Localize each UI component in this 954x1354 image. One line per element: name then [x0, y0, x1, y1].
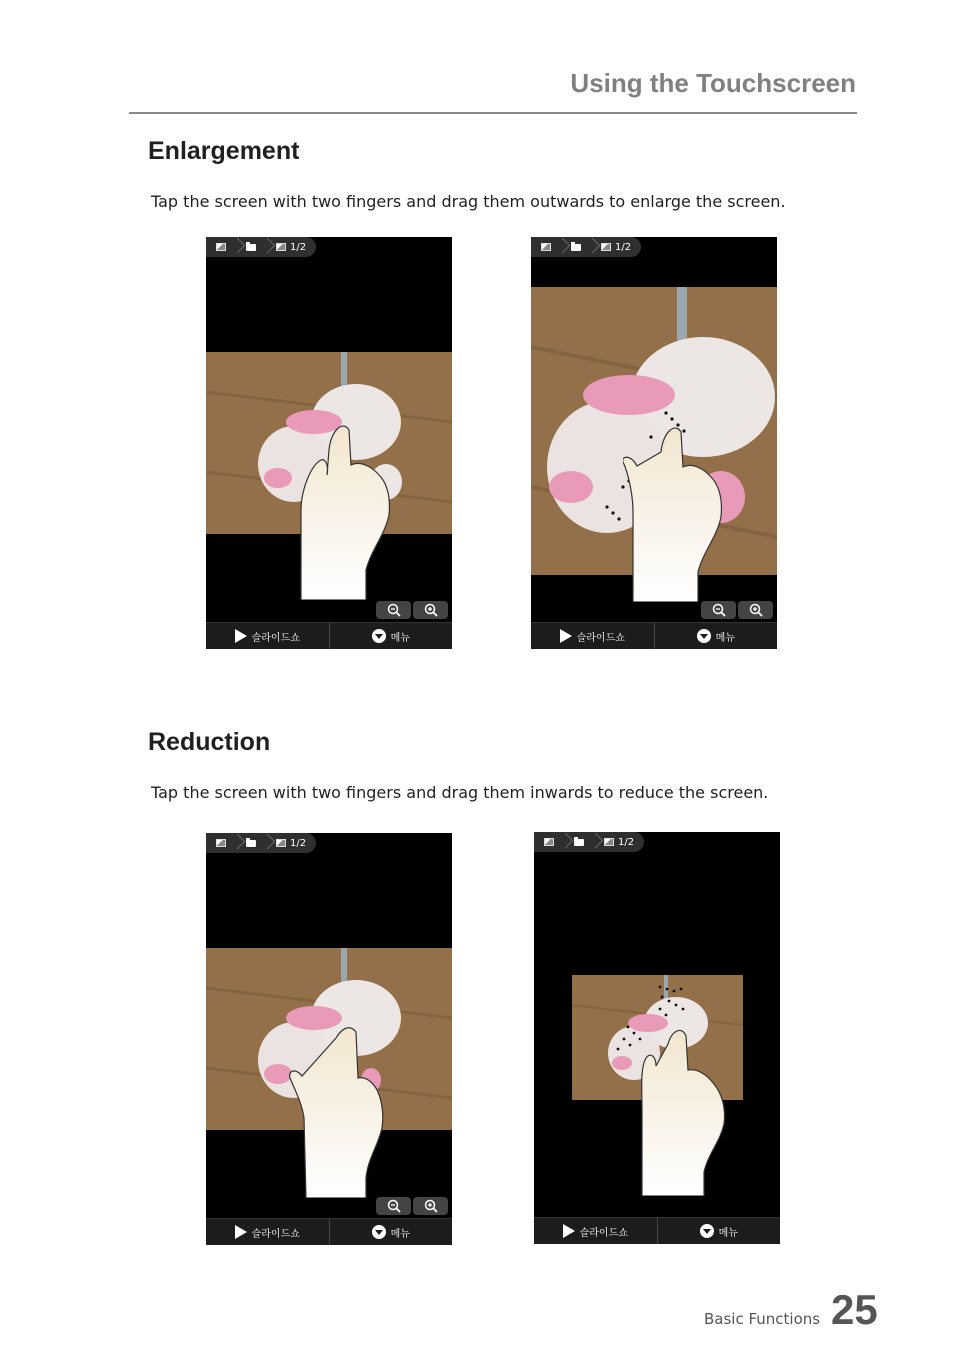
- phone-screen-reduce-before: [206, 833, 452, 1245]
- slideshow-label: 슬라이드쇼: [576, 632, 625, 644]
- zoom-out-icon: [712, 603, 726, 617]
- zoom-out-icon: [387, 603, 401, 617]
- phone-screen-enlarge-before: [206, 237, 452, 649]
- folder-icon: [246, 840, 256, 847]
- breadcrumb: [531, 237, 641, 257]
- menu-icon: [700, 1224, 714, 1238]
- slideshow-label: 슬라이드쇼: [251, 632, 300, 644]
- slideshow-label: 슬라이드쇼: [251, 1228, 300, 1240]
- breadcrumb: [534, 832, 644, 852]
- folder-icon: [246, 244, 256, 251]
- image-crumb[interactable]: [266, 833, 316, 853]
- gallery-icon: [216, 243, 226, 251]
- play-icon: [560, 629, 572, 643]
- section-desc-reduction: Tap the screen with two fingers and drag them inwards to reduce the screen.: [151, 783, 769, 802]
- menu-label: 메뉴: [390, 632, 410, 644]
- slideshow-button[interactable]: [534, 1218, 657, 1244]
- menu-label: 메뉴: [390, 1228, 410, 1240]
- menu-button[interactable]: [657, 1218, 781, 1244]
- menu-button[interactable]: [654, 623, 778, 649]
- section-title-reduction: Reduction: [148, 728, 271, 756]
- menu-button[interactable]: [329, 623, 453, 649]
- zoom-out-icon: [387, 1199, 401, 1213]
- menu-label: 메뉴: [718, 1227, 738, 1239]
- menu-button[interactable]: [329, 1219, 453, 1245]
- slideshow-button[interactable]: [206, 623, 329, 649]
- bottom-bar: [531, 622, 777, 649]
- menu-icon: [697, 629, 711, 643]
- zoom-out-button[interactable]: [376, 601, 411, 619]
- image-crumb[interactable]: [266, 237, 316, 257]
- gallery-icon: [544, 838, 554, 846]
- zoom-in-icon: [424, 603, 438, 617]
- bottom-bar: [206, 622, 452, 649]
- hand-illustration: [638, 1020, 734, 1196]
- breadcrumb: [206, 237, 316, 257]
- zoom-in-button[interactable]: [738, 601, 773, 619]
- gallery-icon: [541, 243, 551, 251]
- zoom-in-button[interactable]: [413, 1197, 448, 1215]
- footer-section-label: Basic Functions: [704, 1310, 821, 1328]
- zoom-out-button[interactable]: [376, 1197, 411, 1215]
- header-title: Using the Touchscreen: [570, 68, 856, 98]
- bottom-bar: [534, 1217, 780, 1244]
- page-number: 25: [831, 1286, 878, 1333]
- play-icon: [235, 629, 247, 643]
- phone-screen-enlarge-after: [531, 237, 777, 649]
- menu-label: 메뉴: [715, 632, 735, 644]
- header-rule: [129, 112, 857, 114]
- folder-icon: [571, 244, 581, 251]
- play-icon: [235, 1225, 247, 1239]
- section-desc-enlargement: Tap the screen with two fingers and drag them outwards to enlarge the screen.: [151, 192, 786, 211]
- menu-icon: [372, 629, 386, 643]
- zoom-controls: [701, 601, 773, 619]
- section-title-enlargement: Enlargement: [148, 137, 300, 165]
- image-icon: [276, 839, 286, 847]
- folder-icon: [574, 839, 584, 846]
- hand-illustration: [291, 420, 401, 600]
- image-icon: [604, 838, 614, 846]
- play-icon: [563, 1224, 575, 1238]
- hand-illustration: [623, 422, 733, 602]
- image-count: 1/2: [290, 241, 307, 253]
- zoom-out-button[interactable]: [701, 601, 736, 619]
- zoom-in-icon: [749, 603, 763, 617]
- zoom-in-button[interactable]: [413, 601, 448, 619]
- phone-screen-reduce-after: [534, 832, 780, 1244]
- zoom-in-icon: [424, 1199, 438, 1213]
- breadcrumb: [206, 833, 316, 853]
- zoom-controls: [376, 601, 448, 619]
- image-crumb[interactable]: [594, 832, 644, 852]
- image-count: 1/2: [618, 836, 635, 848]
- image-icon: [276, 243, 286, 251]
- zoom-controls: [376, 1197, 448, 1215]
- slideshow-label: 슬라이드쇼: [579, 1227, 628, 1239]
- menu-icon: [372, 1225, 386, 1239]
- image-count: 1/2: [290, 837, 307, 849]
- slideshow-button[interactable]: [531, 623, 654, 649]
- bottom-bar: [206, 1218, 452, 1245]
- hand-illustration: [286, 1018, 396, 1198]
- image-crumb[interactable]: [591, 237, 641, 257]
- image-icon: [601, 243, 611, 251]
- image-count: 1/2: [615, 241, 632, 253]
- gallery-icon: [216, 839, 226, 847]
- slideshow-button[interactable]: [206, 1219, 329, 1245]
